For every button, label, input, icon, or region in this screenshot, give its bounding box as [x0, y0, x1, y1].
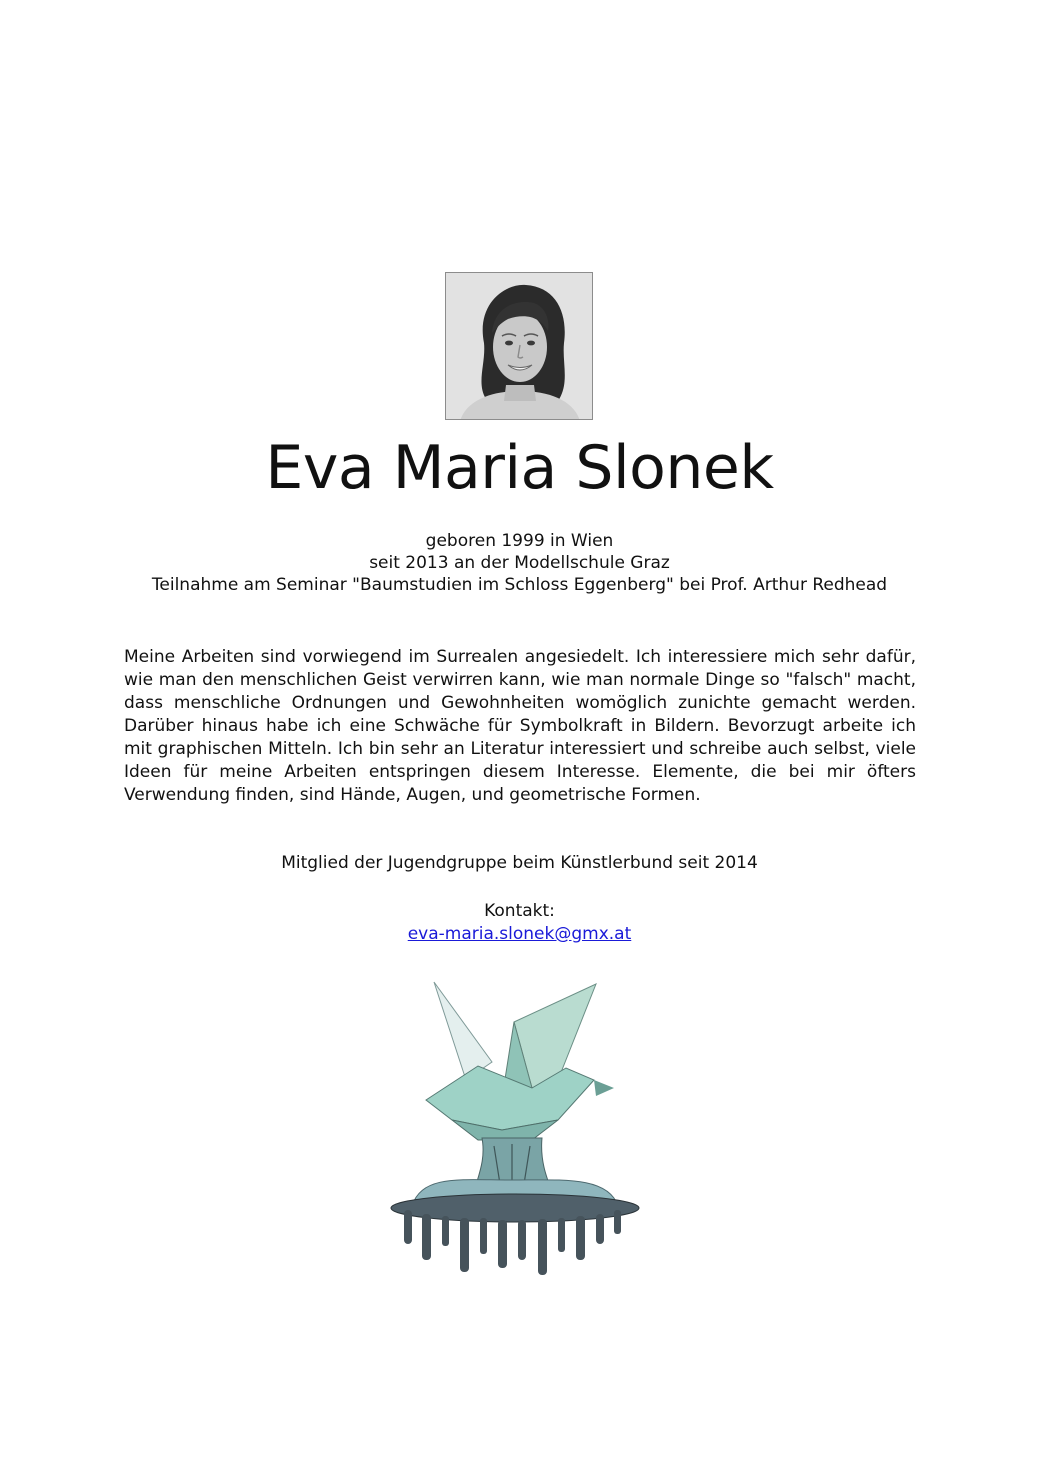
bio-seminar: Teilnahme am Seminar "Baumstudien im Schloss Eggenberg" bei Prof. Arthur Redhead	[151, 575, 888, 595]
artist-statement: Meine Arbeiten sind vorwiegend im Surrealen angesiedelt. Ich interessiere mich sehr dafür, wie man den menschlichen Geist verwirren kann, wie man normale Dinge so "falsch" macht, dass menschliche Ordnungen und Gewohnheiten womöglich zunichte gemacht werden. Darüber hinaus habe ich eine Schwäche für Symbolkraft in Bildern. Bevorzugt arbeite ich mit graphischen Mitteln. Ich bin sehr an Literatur interessiert und schreibe auch selbst, viele Ideen für meine Arbeiten entspringen diesem Interesse. Elemente, die bei mir öfters Verwendung finden, sind Hände, Augen, und geometrische Formen.	[124, 647, 916, 805]
contact-block	[0, 900, 1039, 946]
origami-crane-artwork	[382, 970, 652, 1280]
name-last: Slonek	[575, 433, 774, 503]
name-middle: Maria	[392, 433, 557, 503]
portrait-image	[446, 273, 593, 420]
email-link[interactable]: eva-maria.slonek@gmx.at	[407, 924, 632, 944]
artwork-illustration	[382, 970, 652, 1280]
bio-block	[0, 530, 1039, 596]
bio-birth: geboren 1999 in Wien	[425, 531, 614, 551]
contact-label: Kontakt:	[484, 901, 555, 921]
portrait-photo	[445, 272, 593, 420]
bio-school: seit 2013 an der Modellschule Graz	[369, 553, 670, 573]
name-first: Eva	[265, 433, 375, 503]
artist-name	[0, 428, 1039, 508]
membership-line: Mitglied der Jugendgruppe beim Künstlerbund seit 2014	[281, 853, 758, 873]
